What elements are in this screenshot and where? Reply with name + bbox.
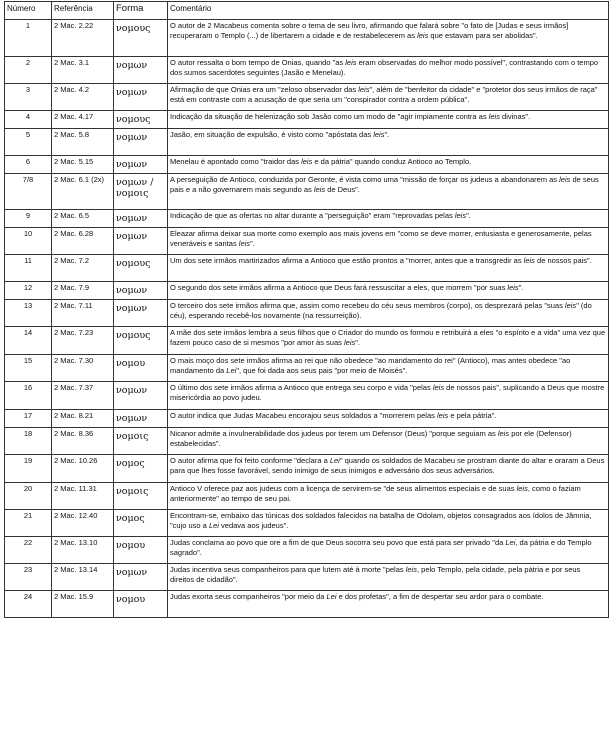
row-reference: 2 Mac. 8.21: [52, 410, 114, 428]
table-row: [5, 156, 609, 174]
row-number: 14: [5, 327, 52, 355]
row-greek-form: νομων: [114, 129, 168, 156]
table-row: [5, 255, 609, 282]
header-numero: Número: [5, 2, 52, 20]
table-row: [5, 591, 609, 618]
row-reference: 2 Mac. 11.31: [52, 483, 114, 510]
row-number: 16: [5, 382, 52, 410]
row-greek-form: νομων: [114, 300, 168, 327]
row-comment: [168, 84, 609, 111]
comment-text: , da pátria e do Templo sagrado".: [170, 538, 592, 557]
row-greek-form: νομων: [114, 282, 168, 300]
row-number: 7/8: [5, 174, 52, 210]
comment-text: Um dos sete irmãos martirizados afirma a Antioco que estão prontos a "morrer, antes que a transgredir as: [170, 256, 524, 265]
comment-emphasis: leis: [432, 383, 445, 392]
comment-text: de nossos pais", suplicando a Deus que mostre misericórdia ao povo judeu.: [170, 383, 605, 402]
comment-text: Indicação de que as ofertas no altar durante a "perseguição" eram "reprovadas pelas: [170, 211, 455, 220]
table-row: [5, 111, 609, 129]
table-row: [5, 300, 609, 327]
row-reference: 2 Mac. 12.40: [52, 510, 114, 537]
row-greek-form: νομων: [114, 156, 168, 174]
comment-text: Afirmação de que Onias era um "zeloso observador das: [170, 85, 359, 94]
comment-emphasis: leis: [516, 484, 528, 493]
row-greek-form: νομους: [114, 111, 168, 129]
row-comment: [168, 111, 609, 129]
row-number: 2: [5, 57, 52, 84]
row-greek-form: νομοις: [114, 428, 168, 455]
row-greek-form: νομων: [114, 210, 168, 228]
row-number: 13: [5, 300, 52, 327]
comment-text: O autor de 2 Macabeus comenta sobre o tema de seu livro, afirmando que falará sobre "o fato de [Judas e seus irmãos] recuperaram o Templo (...) de libertarem a cidade e de restabelecerem as: [170, 21, 569, 40]
row-comment: [168, 382, 609, 410]
row-number: 20: [5, 483, 52, 510]
comment-text: de seus pais e a não governarem mais segundo as: [170, 175, 599, 194]
comment-emphasis: leis: [523, 256, 535, 265]
row-reference: 2 Mac. 6.28: [52, 228, 114, 255]
comment-emphasis: leis: [358, 85, 370, 94]
comment-text: Eleazar afirma deixar sua morte como exemplo aos mais jovens em "como se deve morrer, entusiasta e generosamente, pelas veneráveis e santas: [170, 229, 592, 248]
comment-text: O segundo dos sete irmãos afirma a Antioco que Deus fará ressuscitar a eles, que morrem "por suas: [170, 283, 508, 292]
row-comment: [168, 428, 609, 455]
row-comment: [168, 591, 609, 618]
row-reference: 2 Mac. 7.2: [52, 255, 114, 282]
comment-text: A mãe dos sete irmãos lembra a seus filhos que o Criador do mundo os formou e retribuirá a eles "o espírito e a vida" uma vez que fazem pouco caso de si mesmos "por amor às suas: [170, 328, 606, 347]
row-greek-form: νομους: [114, 255, 168, 282]
comment-text: Indicação da situação de helenização sob Jasão como um modo de "agir impiamente contra as: [170, 112, 489, 121]
row-reference: 2 Mac. 4.17: [52, 111, 114, 129]
row-greek-form: νομου: [114, 537, 168, 564]
row-number: 17: [5, 410, 52, 428]
comment-emphasis: Lei: [326, 592, 337, 601]
row-comment: [168, 129, 609, 156]
comment-text: ", além de "benfeitor da cidade" e "protetor dos seus irmãos de raça" está em contraste com a acusação de que seria um "conspirador contra a ordem pública".: [170, 85, 598, 104]
comment-text: " quando os soldados de Macabeu se prostram diante do altar e oraram a Deus para que lhes fosse favorável, sendo inimigo de seus inimigos e adversário dos seus adversários.: [170, 456, 605, 475]
comment-emphasis: leis: [417, 30, 429, 40]
row-number: 24: [5, 591, 52, 618]
table-row: [5, 327, 609, 355]
comment-text: eram observadas do melhor modo possível", contrastando com o tempo dos sumos sacerdotes seguintes (Jasão e Menelau).: [170, 58, 599, 77]
header-forma: Forma: [114, 2, 168, 20]
comment-text: que estavam para ser abolidas".: [428, 30, 538, 40]
table-row: [5, 510, 609, 537]
comment-text: Encontram-se, embaixo das túnicas dos soldados falecidos na batalha de Odolam, objetos consagrados aos ídolos de Jâmnia, "cujo uso a: [170, 511, 592, 530]
row-comment: [168, 210, 609, 228]
table-row: [5, 410, 609, 428]
row-comment: [168, 57, 609, 84]
comment-emphasis: leis: [373, 130, 385, 139]
comment-text: Judas conclama ao povo que ore a fim de que Deus socorra seu povo que está para ser privado "da: [170, 538, 506, 547]
row-comment: [168, 510, 609, 537]
row-reference: 2 Mac. 4.2: [52, 84, 114, 111]
row-number: 5: [5, 129, 52, 156]
row-reference: 2 Mac. 7.37: [52, 382, 114, 410]
comment-text: , como o faziam anteriormente" ao tempo de seu pai.: [170, 484, 581, 503]
table-row: [5, 129, 609, 156]
row-comment: [168, 20, 609, 57]
row-reference: 2 Mac. 2.22: [52, 20, 114, 57]
row-comment: [168, 282, 609, 300]
row-comment: [168, 300, 609, 327]
row-comment: [168, 174, 609, 210]
comment-emphasis: Lei: [505, 538, 516, 547]
comment-emphasis: leis: [344, 337, 356, 347]
row-greek-form: νομος: [114, 455, 168, 483]
comment-text: ", que foi dada aos seus pais "por meio de Moisés".: [236, 365, 408, 375]
comment-text: divinas".: [499, 112, 531, 121]
row-greek-form: νομων: [114, 564, 168, 591]
comment-text: Menelau é apontado como "traidor das: [170, 157, 302, 166]
comment-emphasis: Lei: [329, 456, 340, 465]
row-reference: 2 Mac. 8.36: [52, 428, 114, 455]
comment-text: de Deus".: [325, 184, 360, 194]
comment-text: e pela pátria".: [448, 411, 497, 420]
table-row: [5, 228, 609, 255]
row-number: 1: [5, 20, 52, 57]
row-number: 22: [5, 537, 52, 564]
comment-text: por ele (Defensor) estabelecidas".: [170, 429, 572, 448]
row-number: 19: [5, 455, 52, 483]
header-referencia: Referência: [52, 2, 114, 20]
comment-emphasis: leis: [507, 283, 519, 292]
comment-emphasis: leis: [405, 565, 417, 574]
table-row: [5, 537, 609, 564]
row-greek-form: νομου: [114, 591, 168, 618]
comment-text: O autor ressalta o bom tempo de Onias, quando "as: [170, 58, 346, 67]
comment-emphasis: Lei: [208, 520, 219, 530]
row-number: 12: [5, 282, 52, 300]
row-reference: 2 Mac. 15.9: [52, 591, 114, 618]
row-greek-form: νομων: [114, 382, 168, 410]
row-reference: 2 Mac. 10.26: [52, 455, 114, 483]
row-greek-form: νομους: [114, 20, 168, 57]
comment-text: O autor indica que Judas Macabeu encorajou seus soldados a "morrerem pelas: [170, 411, 437, 420]
comment-text: A perseguição de Antioco, conduzida por Geronte, é vista como uma "missão de forçar os judeus a abandonarem as: [170, 175, 560, 184]
table-row: [5, 84, 609, 111]
row-greek-form: νομων: [114, 84, 168, 111]
row-reference: 2 Mac. 3.1: [52, 57, 114, 84]
comment-text: ".: [384, 130, 390, 139]
row-comment: [168, 564, 609, 591]
row-reference: 2 Mac. 13.10: [52, 537, 114, 564]
comment-text: e dos profetas", a fim de despertar seu ardor para o combate.: [336, 592, 544, 601]
row-number: 9: [5, 210, 52, 228]
row-number: 11: [5, 255, 52, 282]
table-row: [5, 564, 609, 591]
row-reference: 2 Mac. 7.23: [52, 327, 114, 355]
row-reference: 2 Mac. 13.14: [52, 564, 114, 591]
comment-emphasis: Lei: [226, 365, 237, 375]
row-comment: [168, 537, 609, 564]
comment-emphasis: leis: [488, 112, 500, 121]
comment-text: O mais moço dos sete irmãos afirma ao rei que não obedece "ao mandamento do rei" (Antioco), mas antes obedece "ao mandamento da: [170, 356, 571, 375]
table-row: [5, 355, 609, 382]
row-comment: [168, 327, 609, 355]
row-number: 6: [5, 156, 52, 174]
table-row: [5, 174, 609, 210]
row-greek-form: νομοις: [114, 483, 168, 510]
comment-text: O autor afirma que foi feito conforme "declara a: [170, 456, 330, 465]
comment-emphasis: leis: [564, 301, 577, 310]
table-row: [5, 428, 609, 455]
row-number: 23: [5, 564, 52, 591]
table-row: [5, 20, 609, 57]
row-comment: [168, 483, 609, 510]
row-greek-form: νομου: [114, 355, 168, 382]
row-comment: [168, 355, 609, 382]
references-table: [4, 1, 609, 618]
header-row: [5, 2, 609, 20]
row-reference: 2 Mac. 7.9: [52, 282, 114, 300]
row-number: 21: [5, 510, 52, 537]
row-comment: [168, 455, 609, 483]
row-comment: [168, 156, 609, 174]
comment-text: " (do céu), esperando recebê-los novamente (na ressurreição).: [170, 301, 592, 320]
row-greek-form: νομων / νομοις: [114, 174, 168, 210]
comment-text: e da pátria" quando conduz Antioco ao Templo.: [312, 157, 472, 166]
comment-text: vedava aos judeus".: [218, 520, 289, 530]
row-number: 4: [5, 111, 52, 129]
row-number: 18: [5, 428, 52, 455]
comment-emphasis: leis: [559, 175, 571, 184]
comment-text: Judas exorta seus companheiros "por meio da: [170, 592, 327, 601]
comment-text: Jasão, em situação de expulsão, é visto como "apóstata das: [170, 130, 374, 139]
comment-emphasis: leis: [313, 184, 326, 194]
row-greek-form: νομων: [114, 57, 168, 84]
comment-text: O terceiro dos sete irmãos afirma que, assim como recebeu do céu seus membros (corpo), os desprezará pelas "suas: [170, 301, 565, 310]
row-reference: 2 Mac. 6.5: [52, 210, 114, 228]
row-comment: [168, 255, 609, 282]
table-row: [5, 210, 609, 228]
comment-text: Nicanor admite a invulnerabilidade dos judeus por terem um Defensor (Deus) "porque seguiam as: [170, 429, 498, 438]
comment-emphasis: leis: [301, 157, 313, 166]
comment-text: ".: [355, 337, 361, 347]
comment-text: Judas incentiva seus companheiros para que lutem até à morte "pelas: [170, 565, 406, 574]
row-number: 3: [5, 84, 52, 111]
comment-text: Antioco V oferece paz aos judeus com a licença de servirem-se "de seus alimentos especiais e de suas: [170, 484, 517, 493]
row-comment: [168, 228, 609, 255]
row-reference: 2 Mac. 7.30: [52, 355, 114, 382]
row-reference: 2 Mac. 6.1 (2x): [52, 174, 114, 210]
header-comentario: Comentário: [168, 2, 609, 20]
comment-text: ".: [250, 238, 255, 248]
table-row: [5, 282, 609, 300]
table-row: [5, 382, 609, 410]
row-number: 15: [5, 355, 52, 382]
row-comment: [168, 410, 609, 428]
comment-emphasis: leis: [454, 211, 467, 220]
row-reference: 2 Mac. 5.15: [52, 156, 114, 174]
row-reference: 2 Mac. 7.11: [52, 300, 114, 327]
comment-emphasis: leis: [345, 58, 357, 67]
comment-emphasis: leis: [497, 429, 510, 438]
comment-text: , pelo Templo, pela cidade, pela pátria e por seus direitos de cidadão".: [170, 565, 581, 584]
table-row: [5, 57, 609, 84]
row-greek-form: νομος: [114, 510, 168, 537]
row-reference: 2 Mac. 5.8: [52, 129, 114, 156]
row-greek-form: νομους: [114, 327, 168, 355]
comment-text: O último dos sete irmãos afirma a Antioco que entrega seu corpo e vida "pelas: [170, 383, 433, 392]
table-row: [5, 483, 609, 510]
row-greek-form: νομων: [114, 410, 168, 428]
comment-text: de nossos pais".: [534, 256, 592, 265]
comment-emphasis: leis: [436, 411, 449, 420]
comment-text: ".: [466, 211, 471, 220]
row-number: 10: [5, 228, 52, 255]
comment-emphasis: leis: [238, 238, 251, 248]
comment-text: ".: [518, 283, 524, 292]
row-greek-form: νομων: [114, 228, 168, 255]
table-row: [5, 455, 609, 483]
